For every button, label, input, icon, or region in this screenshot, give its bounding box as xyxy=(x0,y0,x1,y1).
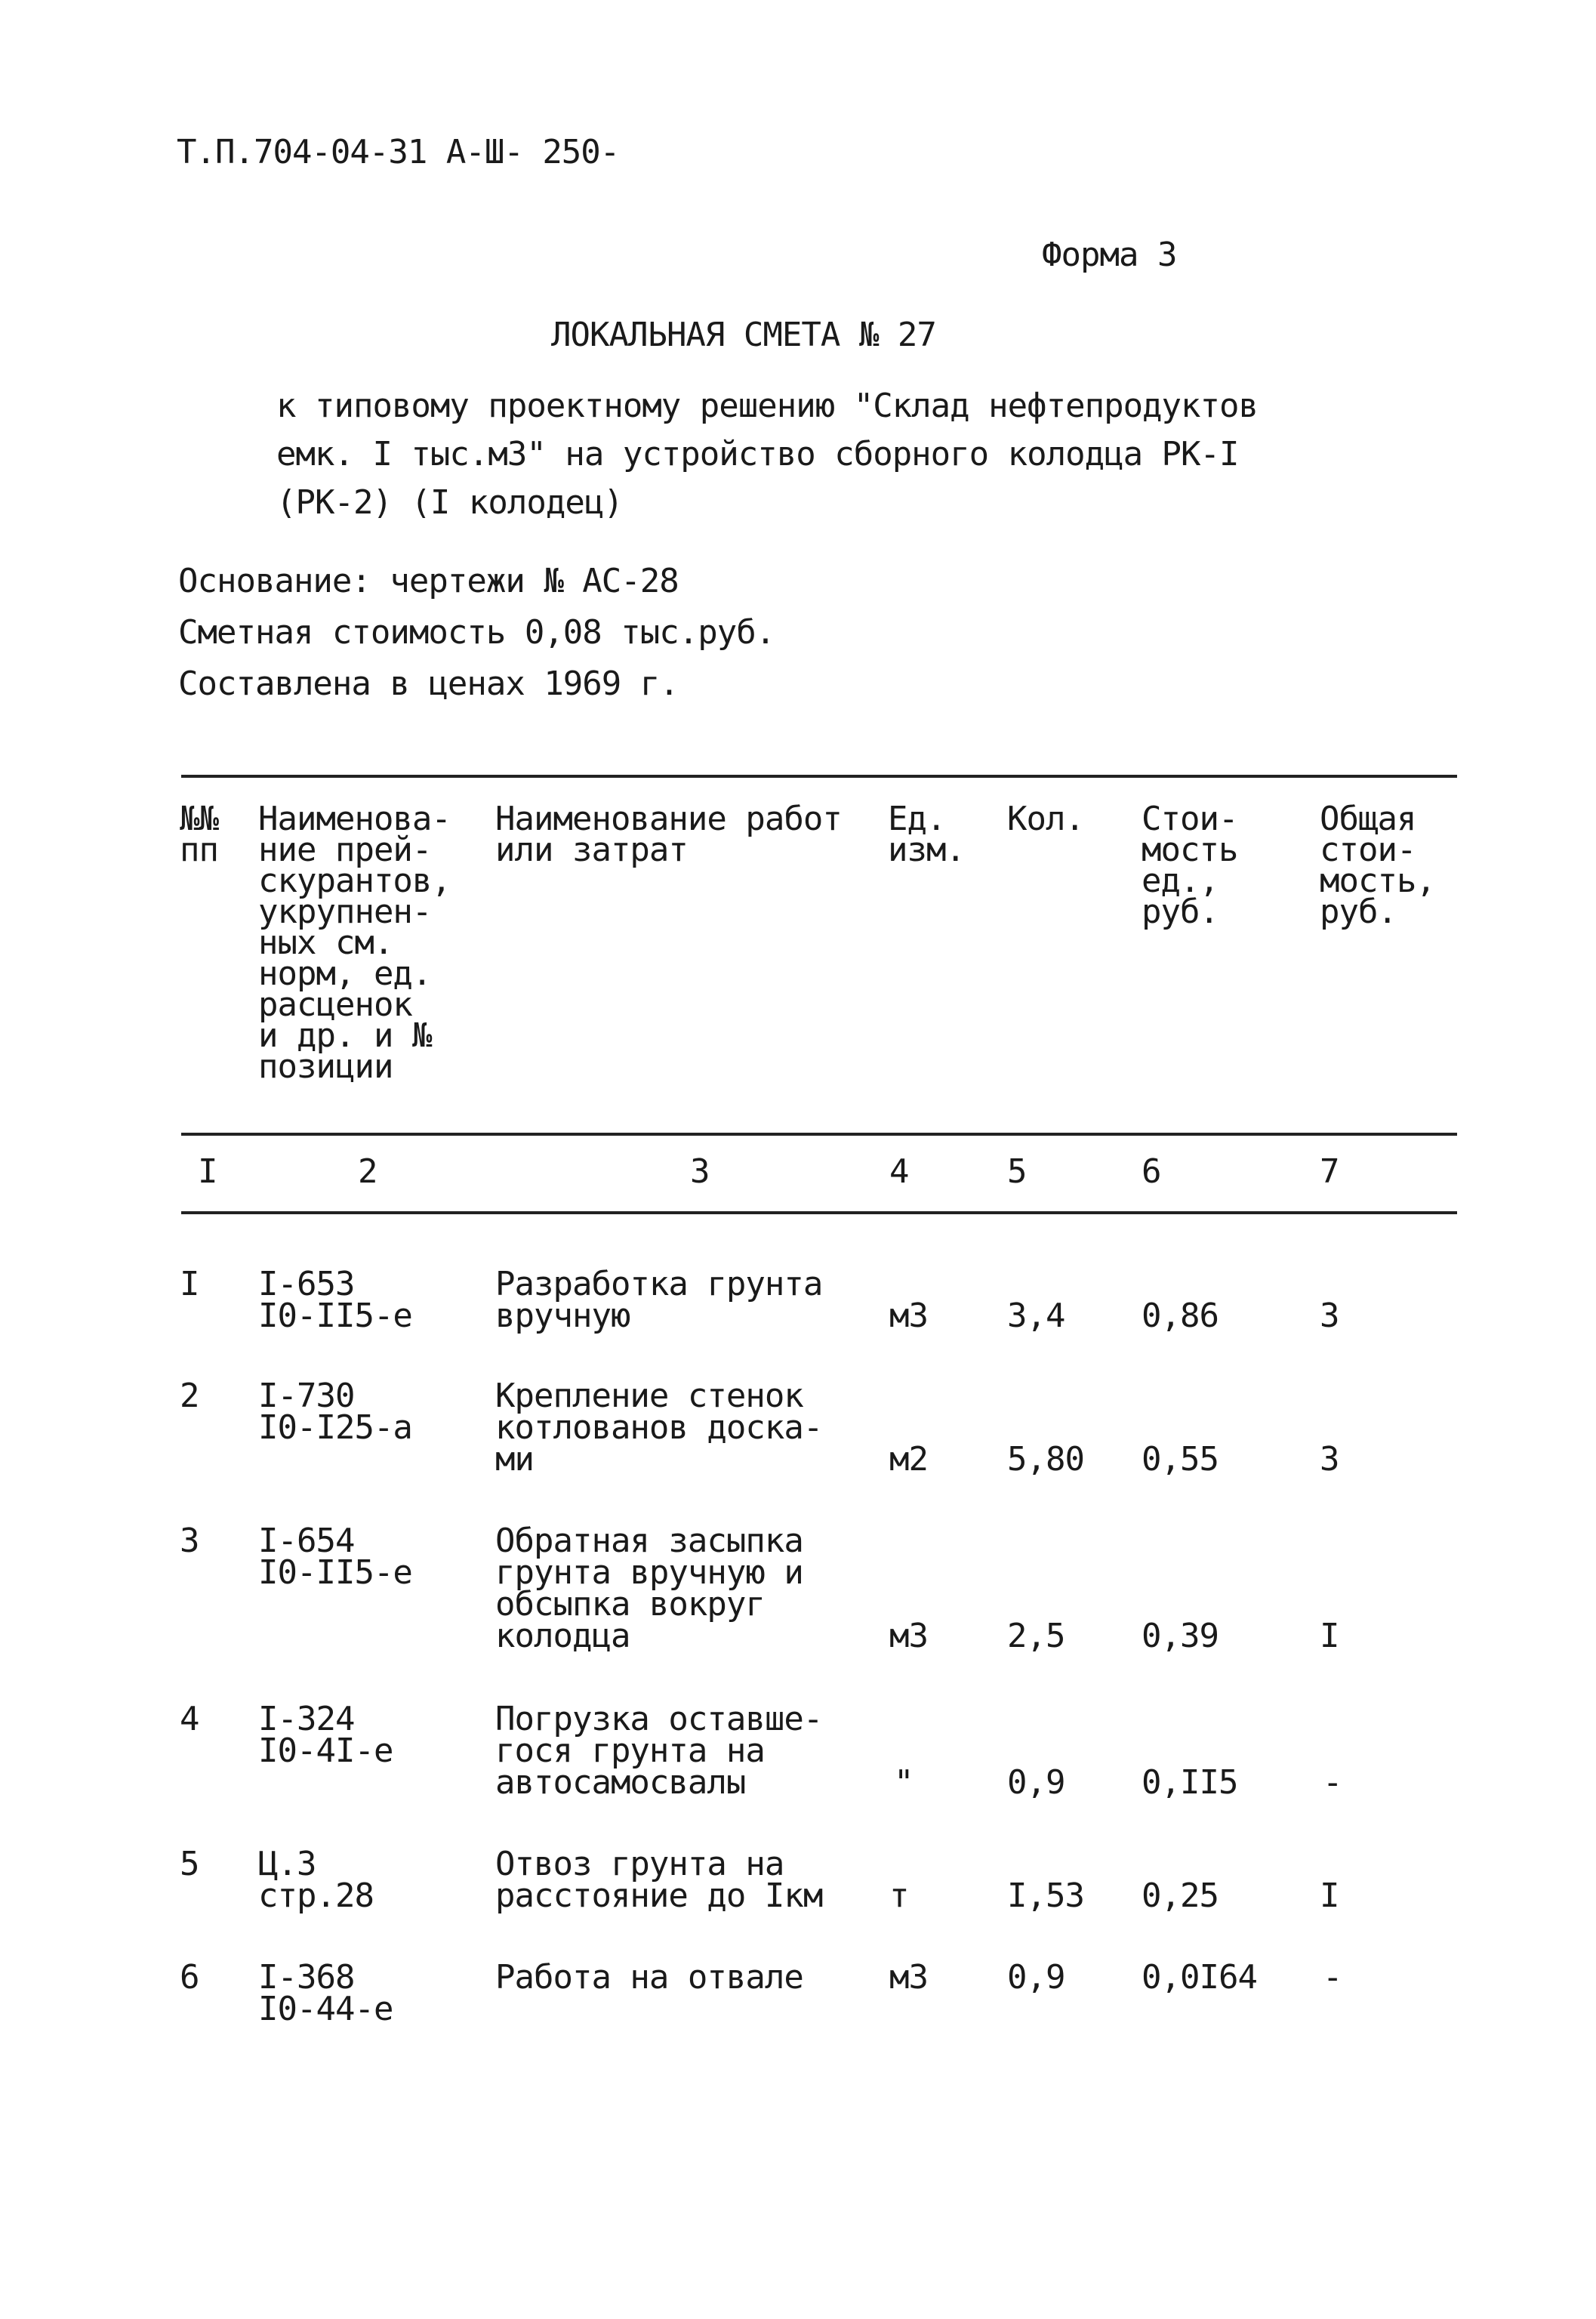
form-label: Форма 3 xyxy=(1042,236,1177,274)
col-header-unit: Ед. изм. xyxy=(888,800,965,869)
row-quantity: 5,80 xyxy=(1007,1440,1084,1479)
row-total: I xyxy=(1320,1617,1339,1655)
column-number: I xyxy=(198,1152,217,1191)
row-total: - xyxy=(1323,1763,1342,1802)
column-number: 5 xyxy=(1007,1152,1027,1191)
row-code: I-324 I0-4I-е xyxy=(258,1700,393,1770)
row-unit-cost: 0,25 xyxy=(1142,1876,1219,1915)
row-number: 2 xyxy=(180,1377,199,1415)
col-header-unit-cost: Стои- мость ед., руб. xyxy=(1142,800,1238,931)
row-work-name: Разработка грунта вручную xyxy=(495,1265,823,1335)
row-unit: т xyxy=(889,1876,909,1915)
row-unit: " xyxy=(894,1763,914,1802)
col-header-work-name: Наименование работ или затрат xyxy=(495,800,842,869)
row-quantity: 3,4 xyxy=(1007,1297,1065,1335)
info-block xyxy=(178,556,775,710)
row-code: I-654 I0-II5-е xyxy=(258,1522,412,1592)
document-title: ЛОКАЛЬНАЯ СМЕТА № 27 xyxy=(551,316,936,354)
row-quantity: I,53 xyxy=(1007,1876,1084,1915)
subtitle-line: емк. I тыс.м3" на устройство сборного колодца РК-I xyxy=(276,435,1239,473)
row-code: I-368 I0-44-е xyxy=(258,1958,393,2028)
subtitle-block xyxy=(276,382,1258,527)
row-quantity: 0,9 xyxy=(1007,1958,1065,1997)
row-total: 3 xyxy=(1320,1297,1339,1335)
col-header-quantity: Кол. xyxy=(1007,800,1084,838)
row-total: 3 xyxy=(1320,1440,1339,1479)
subtitle-line: (РК-2) (I колодец) xyxy=(276,483,623,522)
row-unit-cost: 0,0I64 xyxy=(1142,1958,1257,1997)
row-code: I-730 I0-I25-а xyxy=(258,1377,412,1447)
estimated-cost-line: Сметная стоимость 0,08 тыс.руб. xyxy=(178,613,775,652)
row-unit: м3 xyxy=(889,1297,928,1335)
row-number: 6 xyxy=(180,1958,199,1997)
row-number: 3 xyxy=(180,1522,199,1560)
row-number: 5 xyxy=(180,1845,199,1883)
row-quantity: 0,9 xyxy=(1007,1763,1065,1802)
column-number: 3 xyxy=(690,1152,710,1191)
row-unit-cost: 0,39 xyxy=(1142,1617,1219,1655)
row-work-name: Отвоз грунта на расстояние до Iкм xyxy=(495,1845,823,1915)
row-code: I-653 I0-II5-е xyxy=(258,1265,412,1335)
row-code: Ц.3 стр.28 xyxy=(258,1845,374,1915)
col-header-number: №№ пп xyxy=(180,800,218,869)
row-total: I xyxy=(1320,1876,1339,1915)
price-level-line: Составлена в ценах 1969 г. xyxy=(178,665,679,703)
subtitle-line: к типовому проектному решению "Склад нефтепродуктов xyxy=(276,387,1259,425)
row-total: - xyxy=(1323,1958,1342,1997)
column-number: 7 xyxy=(1320,1152,1339,1191)
table-top-rule xyxy=(181,775,1457,778)
col-header-price-list: Наименова- ние прей- скурантов, укрупнен- ных см. норм, ед. расценок и др. и № позиции xyxy=(258,800,451,1086)
row-work-name: Крепление стенок котлованов доска- ми xyxy=(495,1377,823,1479)
row-number: 4 xyxy=(180,1700,199,1738)
row-work-name: Погрузка оставше- гося грунта на автосамосвалы xyxy=(495,1700,823,1802)
table-header-rule xyxy=(181,1133,1457,1136)
row-work-name: Обратная засыпка грунта вручную и обсыпка вокруг колодца xyxy=(495,1522,803,1655)
row-unit: м3 xyxy=(889,1958,928,1997)
col-header-total-cost: Общая стои- мость, руб. xyxy=(1320,800,1435,931)
row-work-name: Работа на отвале xyxy=(495,1958,803,1997)
basis-line: Основание: чертежи № АС-28 xyxy=(178,562,679,600)
column-number: 2 xyxy=(358,1152,377,1191)
document-reference: Т.П.704-04-31 А-Ш- 250- xyxy=(177,133,620,171)
row-unit: м2 xyxy=(889,1440,928,1479)
row-unit: м3 xyxy=(889,1617,928,1655)
row-unit-cost: 0,II5 xyxy=(1142,1763,1238,1802)
column-number: 4 xyxy=(889,1152,909,1191)
row-quantity: 2,5 xyxy=(1007,1617,1065,1655)
row-unit-cost: 0,55 xyxy=(1142,1440,1219,1479)
row-number: I xyxy=(180,1265,199,1303)
column-number: 6 xyxy=(1142,1152,1161,1191)
row-unit-cost: 0,86 xyxy=(1142,1297,1219,1335)
table-numbering-rule xyxy=(181,1211,1457,1214)
